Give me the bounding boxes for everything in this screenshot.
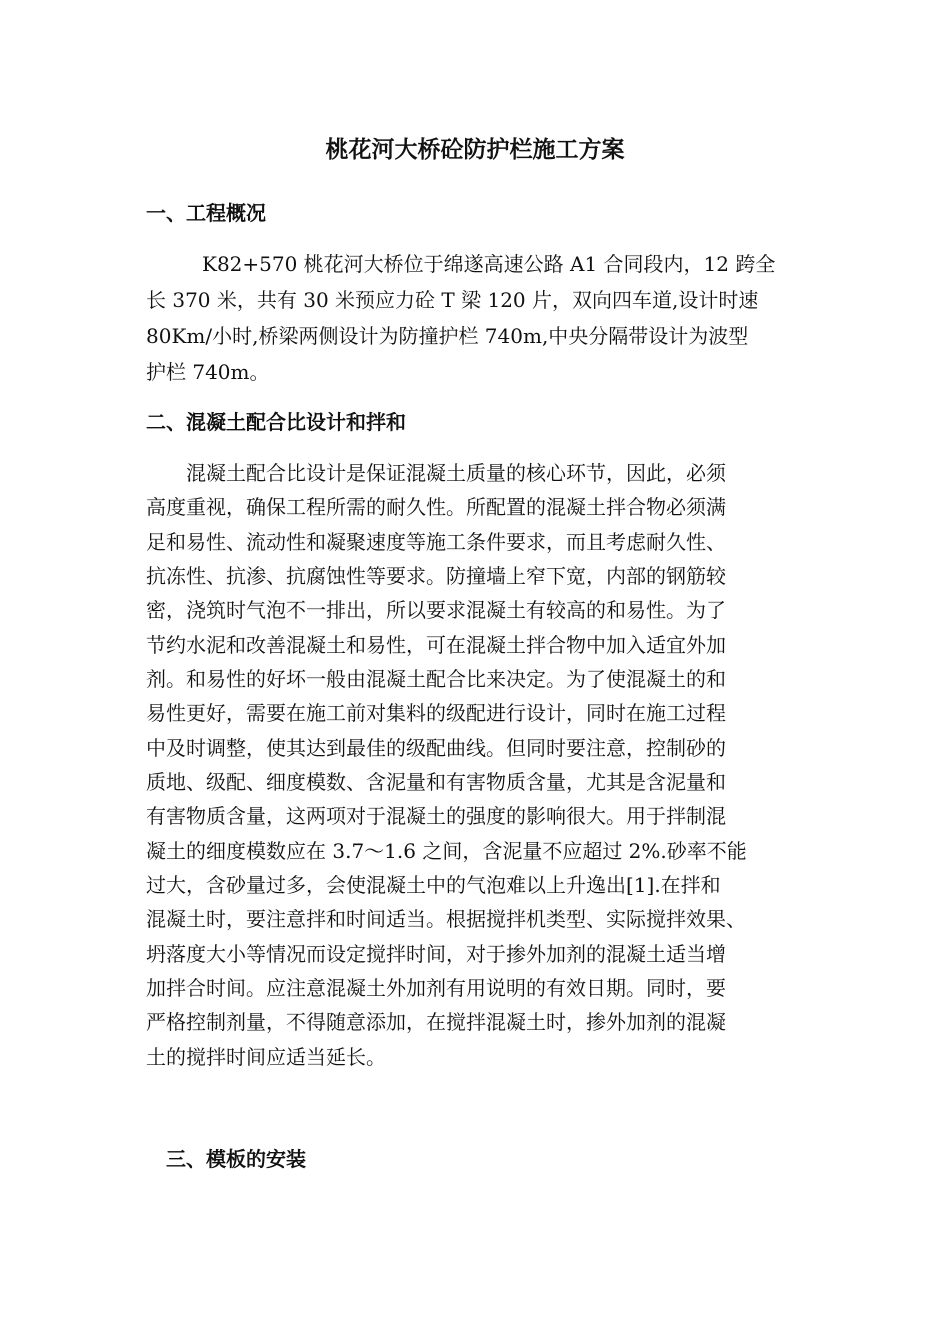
document-title: 桃花河大桥砼防护栏施工方案 (325, 136, 625, 163)
paragraph-line: K82+570 桃花河大桥位于绵遂高速公路 A1 合同段内，12 跨全 (202, 252, 776, 276)
paragraph-line: 中及时调整，使其达到最佳的级配曲线。但同时要注意，控制砂的 (146, 735, 726, 760)
paragraph-line: 坍落度大小等情况而设定搅拌时间，对于掺外加剂的混凝土适当增 (146, 941, 726, 966)
paragraph-line: 土的搅拌时间应适当延长。 (146, 1044, 386, 1069)
paragraph-line: 过大，含砂量过多，会使混凝土中的气泡难以上升逸出[1].在拌和 (146, 872, 721, 897)
paragraph-line: 80Km/小时,桥梁两侧设计为防撞护栏 740m,中央分隔带设计为波型 (146, 324, 749, 348)
section-heading-formwork: 三、模板的安装 (166, 1147, 306, 1171)
paragraph-line: 长 370 米，共有 30 米预应力砼 T 梁 120 片，双向四车道,设计时速 (146, 288, 759, 312)
paragraph-line: 混凝土配合比设计是保证混凝土质量的核心环节，因此，必须 (186, 461, 726, 485)
paragraph-line: 抗冻性、抗渗、抗腐蚀性等要求。防撞墙上窄下宽，内部的钢筋较 (146, 563, 726, 588)
paragraph-line: 高度重视，确保工程所需的耐久性。所配置的混凝土拌合物必须满 (146, 495, 726, 520)
paragraph-line: 混凝土时，要注意拌和时间适当。根据搅拌机类型、实际搅拌效果、 (146, 907, 746, 932)
overview-paragraph (146, 246, 806, 390)
paragraph-line: 严格控制剂量，不得随意添加，在搅拌混凝土时，掺外加剂的混凝 (146, 1010, 726, 1035)
section-heading-overview: 一、工程概况 (146, 201, 266, 225)
paragraph-line: 剂。和易性的好坏一般由混凝土配合比来决定。为了使混凝土的和 (146, 666, 726, 691)
section-heading-mix-design: 二、混凝土配合比设计和拌和 (146, 410, 406, 434)
paragraph-line: 节约水泥和改善混凝土和易性，可在混凝土拌合物中加入适宜外加 (146, 632, 726, 657)
paragraph-line: 凝土的细度模数应在 3.7～1.6 之间，含泥量不应超过 2%.砂率不能 (146, 838, 747, 863)
mix-design-paragraph (146, 456, 806, 1074)
paragraph-line: 易性更好，需要在施工前对集料的级配进行设计，同时在施工过程 (146, 701, 726, 726)
paragraph-line: 密，浇筑时气泡不一排出，所以要求混凝土有较高的和易性。为了 (146, 598, 726, 623)
paragraph-line: 有害物质含量，这两项对于混凝土的强度的影响很大。用于拌制混 (146, 804, 726, 829)
paragraph-line: 质地、级配、细度模数、含泥量和有害物质含量，尤其是含泥量和 (146, 769, 726, 794)
paragraph-line: 加拌合时间。应注意混凝土外加剂有用说明的有效日期。同时，要 (146, 975, 726, 1000)
paragraph-line: 护栏 740m。 (146, 360, 270, 384)
paragraph-line: 足和易性、流动性和凝聚速度等施工条件要求，而且考虑耐久性、 (146, 529, 726, 554)
